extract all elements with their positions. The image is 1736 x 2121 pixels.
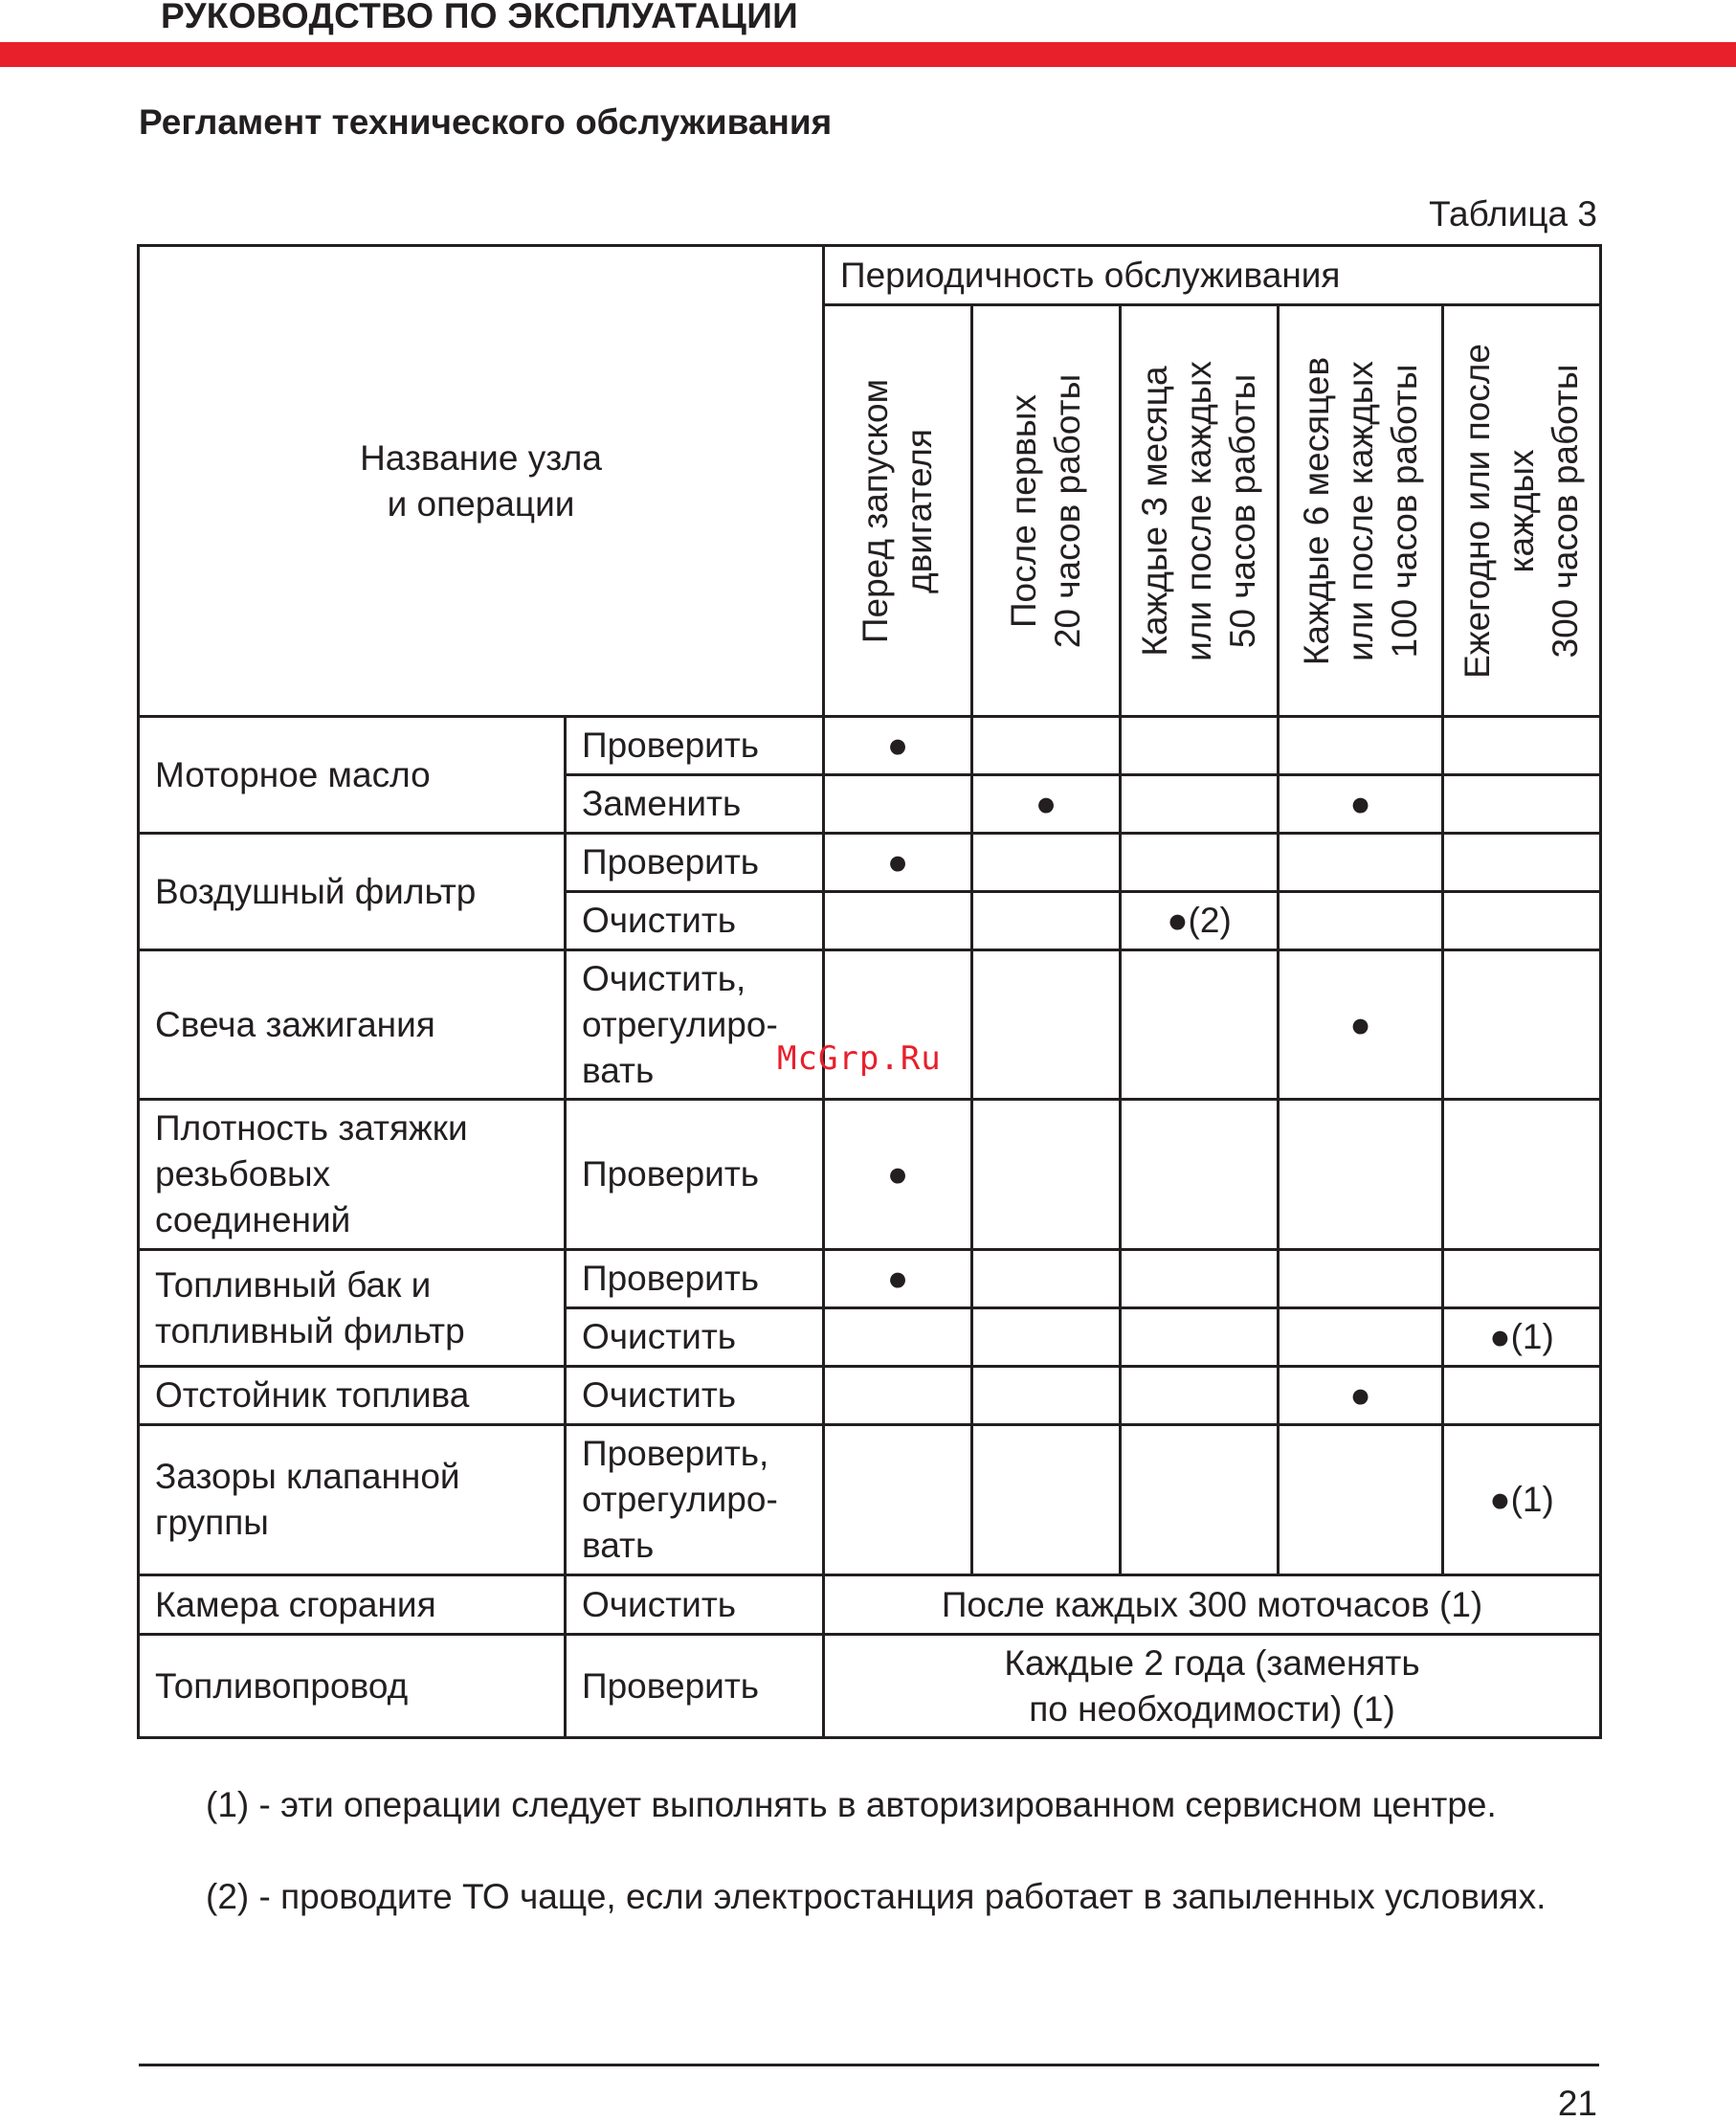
name-operation-header	[139, 246, 824, 717]
component-name: Плотность затяжки резьбовых соединений	[139, 1100, 566, 1250]
component-name: Моторное масло	[139, 717, 566, 834]
schedule-mark: ●(2)	[1121, 892, 1279, 950]
schedule-mark: ●	[824, 1100, 972, 1250]
table-row	[139, 1367, 1601, 1425]
schedule-mark: ●	[824, 717, 972, 775]
period-header-line: 300 часов работы	[1546, 364, 1586, 658]
schedule-mark	[972, 1425, 1121, 1575]
table-row	[139, 1575, 1601, 1635]
schedule-mark	[1121, 834, 1279, 892]
schedule-mark	[1279, 717, 1443, 775]
table-row	[139, 834, 1601, 892]
header-title: РУКОВОДСТВО ПО ЭКСПЛУАТАЦИИ	[161, 0, 799, 35]
schedule-mark	[972, 1100, 1121, 1250]
period-column-header	[972, 305, 1121, 717]
operation: Очистить, отрегулиро-вать	[566, 950, 824, 1100]
name-header-line: и операции	[387, 483, 575, 524]
table-row	[139, 1635, 1601, 1738]
table-row	[139, 717, 1601, 775]
schedule-mark	[1121, 1308, 1279, 1367]
schedule-mark: ●(1)	[1443, 1308, 1601, 1367]
schedule-mark	[972, 834, 1121, 892]
schedule-mark	[1121, 717, 1279, 775]
component-name: Топливный бак и топливный фильтр	[139, 1250, 566, 1367]
schedule-mark	[1443, 834, 1601, 892]
period-header-line: или после каждых	[1340, 360, 1380, 661]
period-header-line: 100 часов работы	[1384, 364, 1424, 658]
table-row	[139, 1100, 1601, 1250]
period-column-header	[1443, 305, 1601, 717]
period-header-line: двигателя	[900, 428, 939, 593]
schedule-mark: ●	[1279, 775, 1443, 834]
operation: Проверить	[566, 834, 824, 892]
footnote: (2) - проводите ТО чаще, если электростанция работает в запыленных условиях.	[206, 1877, 1547, 1916]
table-caption: Таблица 3	[1429, 194, 1597, 234]
period-header-line: Перед запуском	[856, 378, 895, 643]
schedule-mark	[972, 1367, 1121, 1425]
operation: Очистить	[566, 892, 824, 950]
period-header-line: 50 часов работы	[1223, 373, 1262, 648]
schedule-mark	[1443, 1250, 1601, 1308]
schedule-mark	[824, 1308, 972, 1367]
operation: Проверить	[566, 1250, 824, 1308]
name-header-line: Название узла	[360, 437, 602, 478]
footnote: (1) - эти операции следует выполнять в авторизированном сервисном центре.	[206, 1785, 1497, 1824]
operation: Проверить	[566, 1100, 824, 1250]
schedule-mark	[1121, 1100, 1279, 1250]
schedule-mark	[972, 1308, 1121, 1367]
schedule-mark	[972, 717, 1121, 775]
schedule-mark: ●	[972, 775, 1121, 834]
schedule-note: Каждые 2 года (заменять по необходимости) (1)	[824, 1635, 1601, 1738]
schedule-mark	[972, 892, 1121, 950]
header-accent-bar	[0, 42, 1736, 67]
page-number: 21	[1557, 2084, 1597, 2121]
schedule-mark	[1279, 1250, 1443, 1308]
component-name: Зазоры клапанной группы	[139, 1425, 566, 1575]
schedule-mark: ●(1)	[1443, 1425, 1601, 1575]
period-header-line: каждых	[1502, 448, 1542, 573]
footer-divider	[139, 2064, 1599, 2066]
schedule-mark	[1121, 1425, 1279, 1575]
period-column-header	[1279, 305, 1443, 717]
period-header-line: 20 часов работы	[1048, 373, 1087, 648]
schedule-mark: ●	[1279, 950, 1443, 1100]
schedule-mark: ●	[824, 834, 972, 892]
schedule-mark	[1443, 717, 1601, 775]
period-header-line: или после каждых	[1179, 360, 1218, 661]
operation: Очистить	[566, 1367, 824, 1425]
period-header-line: Каждые 3 месяца	[1135, 365, 1174, 657]
schedule-mark	[1121, 1250, 1279, 1308]
period-header-line: Ежегодно или после	[1458, 343, 1498, 679]
period-header-line: После первых	[1004, 393, 1043, 628]
period-column-header	[1121, 305, 1279, 717]
schedule-mark	[972, 950, 1121, 1100]
schedule-mark: ●	[1279, 1367, 1443, 1425]
watermark: McGrp.Ru	[777, 1039, 942, 1078]
schedule-mark	[1121, 775, 1279, 834]
operation: Проверить	[566, 717, 824, 775]
schedule-mark	[1279, 1425, 1443, 1575]
component-name: Воздушный фильтр	[139, 834, 566, 950]
schedule-mark	[824, 1367, 972, 1425]
schedule-mark	[824, 775, 972, 834]
period-column-header	[824, 305, 972, 717]
maintenance-table	[137, 244, 1602, 1739]
schedule-mark	[824, 892, 972, 950]
schedule-mark: ●	[824, 1250, 972, 1308]
schedule-mark	[972, 1250, 1121, 1308]
period-header: Периодичность обслуживания	[824, 246, 1601, 305]
schedule-note: После каждых 300 моточасов (1)	[824, 1575, 1601, 1635]
operation: Заменить	[566, 775, 824, 834]
schedule-mark	[1443, 1100, 1601, 1250]
schedule-mark	[1443, 1367, 1601, 1425]
schedule-mark	[1443, 775, 1601, 834]
operation: Проверить, отрегулиро-вать	[566, 1425, 824, 1575]
section-title: Регламент технического обслуживания	[139, 102, 833, 142]
operation: Очистить	[566, 1308, 824, 1367]
schedule-mark	[1279, 892, 1443, 950]
table-row	[139, 1425, 1601, 1575]
schedule-mark	[1443, 950, 1601, 1100]
schedule-mark	[1279, 1308, 1443, 1367]
schedule-mark	[1121, 950, 1279, 1100]
schedule-mark	[824, 1425, 972, 1575]
schedule-mark	[1443, 892, 1601, 950]
component-name: Свеча зажигания	[139, 950, 566, 1100]
schedule-mark	[1279, 1100, 1443, 1250]
table-row	[139, 1250, 1601, 1308]
component-name: Отстойник топлива	[139, 1367, 566, 1425]
component-name: Камера сгорания	[139, 1575, 566, 1635]
component-name: Топливопровод	[139, 1635, 566, 1738]
schedule-mark	[1121, 1367, 1279, 1425]
operation: Очистить	[566, 1575, 824, 1635]
schedule-mark	[1279, 834, 1443, 892]
period-header-line: Каждые 6 месяцев	[1296, 356, 1336, 665]
operation: Проверить	[566, 1635, 824, 1738]
